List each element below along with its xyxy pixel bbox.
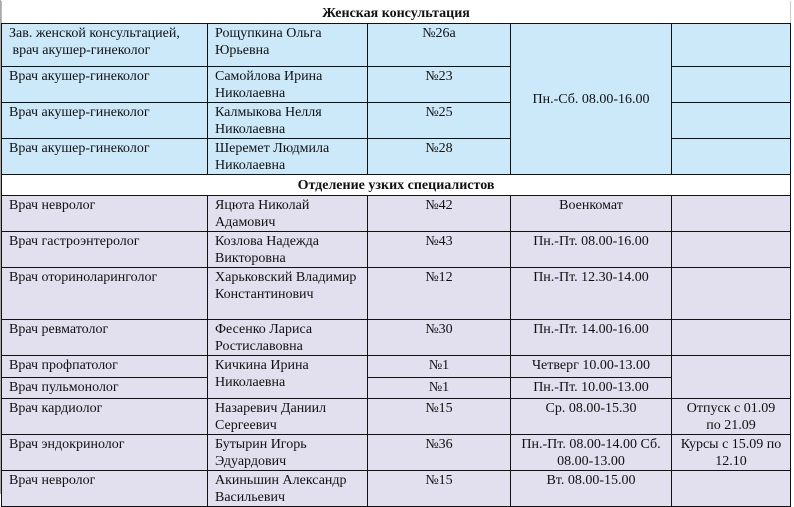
room-cell: №30 (368, 319, 511, 355)
name-cell: Шеремет Людмила Николаевна (208, 138, 368, 174)
schedule-cell: Пн.-Пт. 14.00-16.00 (511, 319, 672, 355)
section-title: Отделение узких специалистов (2, 174, 791, 195)
schedule-cell-shared: Пн.-Сб. 08.00-16.00 (511, 23, 672, 174)
position-cell: Врач пульмонолог (2, 377, 208, 398)
name-cell: Акиньшин Александр Васильевич (208, 470, 368, 506)
note-cell: Курсы с 15.09 по 12.10 (672, 434, 791, 470)
room-cell: №28 (368, 138, 511, 174)
room-cell: №1 (368, 355, 511, 377)
room-cell: №12 (368, 267, 511, 319)
position-cell: Врач невролог (2, 195, 208, 231)
table-row (2, 434, 791, 470)
position-cell: Врач акушер-гинеколог (2, 138, 208, 174)
name-cell: Харьковский Владимир Константинович (208, 267, 368, 319)
note-cell (672, 267, 791, 319)
table-row (2, 398, 791, 434)
note-cell (672, 195, 791, 231)
position-cell: Врач ревматолог (2, 319, 208, 355)
schedule-cell: Пн.-Пт. 08.00-14.00 Сб. 08.00-13.00 (511, 434, 672, 470)
position-cell: Врач акушер-гинеколог (2, 102, 208, 138)
note-cell: Отпуск с 01.09 по 21.09 (672, 398, 791, 434)
table-row (2, 102, 791, 138)
note-cell (672, 355, 791, 398)
note-cell (672, 319, 791, 355)
position-cell: Врач оториноларинголог (2, 267, 208, 319)
name-cell: Фесенко Лариса Ростиславовна (208, 319, 368, 355)
room-cell: №26а (368, 23, 511, 66)
schedule-cell: Ср. 08.00-15.30 (511, 398, 672, 434)
position-cell (2, 23, 208, 66)
section-title: Женская консультация (2, 1, 791, 23)
note-cell (672, 102, 791, 138)
name-cell: Самойлова Ирина Николаевна (208, 66, 368, 102)
name-cell: Калмыкова Нелля Николаевна (208, 102, 368, 138)
note-cell (672, 231, 791, 267)
room-cell: №42 (368, 195, 511, 231)
table-row (2, 355, 791, 377)
position-cell: Врач кардиолог (2, 398, 208, 434)
room-cell: №15 (368, 398, 511, 434)
table-row (2, 138, 791, 174)
schedule-document (1, 1, 790, 507)
position-cell: Врач гастроэнтеролог (2, 231, 208, 267)
name-cell: Козлова Надежда Викторовна (208, 231, 368, 267)
table-row (2, 470, 791, 506)
name-cell: Кичкина Ирина Николаевна (208, 355, 368, 398)
note-cell (672, 470, 791, 506)
name-cell: Бутырин Игорь Эдуардович (208, 434, 368, 470)
section-header (2, 174, 791, 195)
table-row (2, 231, 791, 267)
position-cell: Врач акушер-гинеколог (2, 66, 208, 102)
schedule-cell: Вт. 08.00-15.00 (511, 470, 672, 506)
table-row (2, 23, 791, 66)
name-cell: Яцюта Николай Адамович (208, 195, 368, 231)
schedule-cell: Пн.-Пт. 10.00-13.00 (511, 377, 672, 398)
table-row (2, 319, 791, 355)
room-cell: №43 (368, 231, 511, 267)
name-cell: Рощупкина Ольга Юрьевна (208, 23, 368, 66)
position-cell: Врач эндокринолог (2, 434, 208, 470)
note-cell (672, 23, 791, 66)
schedule-cell: Четверг 10.00-13.00 (511, 355, 672, 377)
room-cell: №25 (368, 102, 511, 138)
room-cell: №15 (368, 470, 511, 506)
note-cell (672, 66, 791, 102)
table-row (2, 267, 791, 319)
doctor-schedule-table (1, 1, 791, 507)
note-cell (672, 138, 791, 174)
schedule-cell: Военкомат (511, 195, 672, 231)
schedule-cell: Пн.-Пт. 08.00-16.00 (511, 231, 672, 267)
name-cell: Назаревич Даниил Сергеевич (208, 398, 368, 434)
schedule-cell: Пн.-Пт. 12.30-14.00 (511, 267, 672, 319)
table-row (2, 66, 791, 102)
room-cell: №1 (368, 377, 511, 398)
position-cell: Врач невролог (2, 470, 208, 506)
position-line-1: Зав. женской консультацией, (9, 25, 180, 41)
section-header (2, 1, 791, 23)
room-cell: №23 (368, 66, 511, 102)
table-row (2, 195, 791, 231)
room-cell: №36 (368, 434, 511, 470)
position-cell: Врач профпатолог (2, 355, 208, 377)
position-line-2: врач акушер-гинеколог (9, 42, 151, 58)
